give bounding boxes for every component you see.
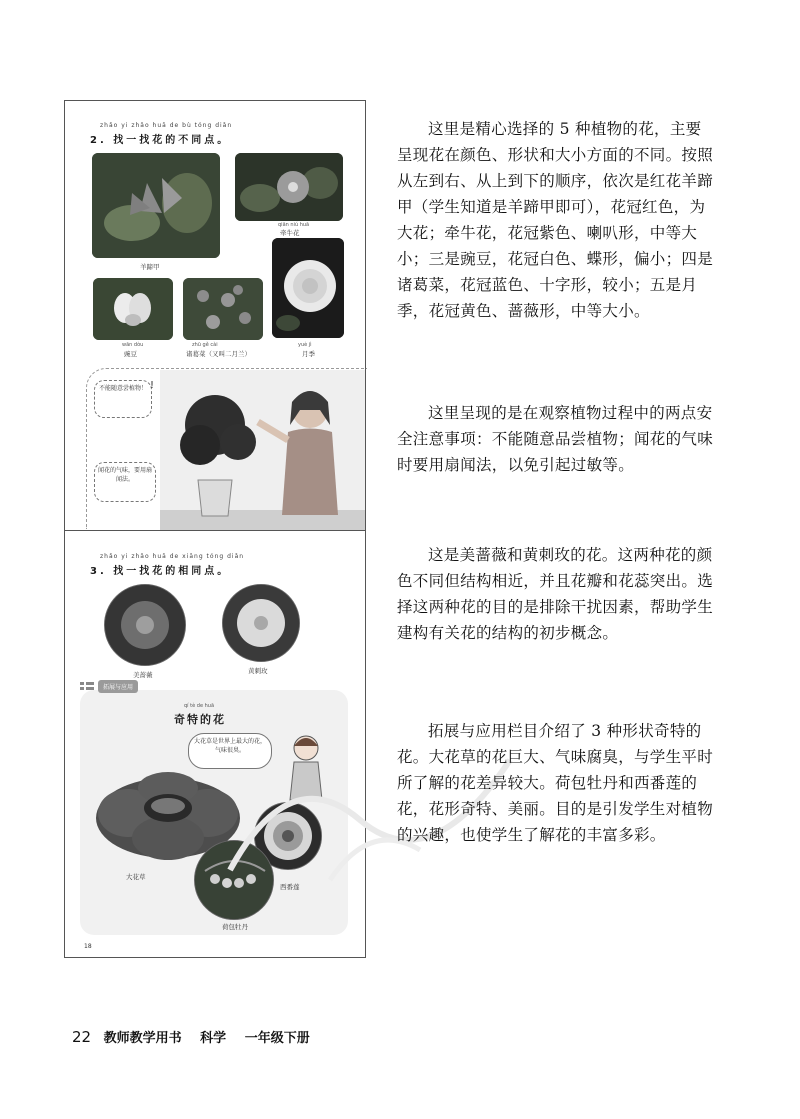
section2-title: 2. 找一找花的不同点。: [90, 135, 231, 146]
rosa-image: [105, 585, 185, 665]
flower-label-morning-glory: 牵牛花: [280, 229, 300, 237]
section2-pinyin: zhǎo yi zhǎo huā de bù tóng diǎn: [100, 122, 233, 129]
rose-image: [272, 238, 344, 338]
flower-label-pea: 豌豆: [124, 350, 137, 358]
rafflesia-label: 大花草: [126, 873, 146, 881]
morning-glory-pinyin: qiān niú huā: [278, 222, 310, 228]
explanation-paragraph-2: 这里呈现的是在观察植物过程中的两点安全注意事项：不能随意品尝植物；闻花的气味时要用扇闻法，以免引起过敏等。: [397, 404, 714, 474]
rose-photo: [272, 238, 344, 338]
girl-smelling-flower-photo: [160, 370, 365, 530]
flower-label-bauhinia: 羊蹄甲: [140, 263, 160, 271]
pea-image: [93, 278, 173, 340]
footer-grade: 一年级下册: [244, 1031, 310, 1046]
footer-subject: 科学: [200, 1031, 227, 1046]
rosa-multiflora-photo: [104, 584, 186, 666]
extension-title-pinyin: qí tè de huā: [184, 703, 215, 709]
exclamation-icon: !: [150, 380, 155, 391]
yellow-rose-photo: [222, 584, 300, 662]
orychophragmus-photo: [183, 278, 263, 340]
textbook-page-number: 18: [84, 943, 92, 950]
page-footer: [72, 1027, 324, 1046]
morning-glory-photo: [235, 153, 343, 221]
morning-glory-image: [235, 153, 343, 221]
pea-photo: [93, 278, 173, 340]
flower-label-rose: 月季: [302, 350, 315, 358]
orychophragmus-pinyin: zhū gě cài: [192, 342, 218, 348]
bauhinia-image: [92, 153, 220, 258]
extension-tag: 拓展与应用: [98, 680, 138, 693]
pea-pinyin: wān dòu: [122, 342, 144, 348]
speech-bubble-no-tasting: 不能随意尝植物！: [94, 380, 152, 418]
explanation-paragraph-3: 这是美蔷薇和黄刺玫的花。这两种花的颜色不同但结构相近，并且花瓣和花蕊突出。选择这两种花的目的是排除干扰因素，帮助学生建构有关花的结构的初步概念。: [397, 546, 714, 642]
bleeding-heart-label: 荷包牡丹: [222, 923, 248, 931]
extension-title: 奇特的花: [174, 713, 226, 726]
bauhinia-photo: [92, 153, 220, 258]
section3-title: 3. 找一找花的相同点。: [90, 566, 231, 577]
flower-label-yellow-rose: 黄刺玫: [248, 667, 268, 675]
section3-pinyin: zhǎo yi zhǎo huā de xiāng tóng diǎn: [100, 553, 245, 560]
explanation-paragraph-4: 拓展与应用栏目介绍了 3 种形状奇特的花。大花草的花巨大、气味腐臭，与学生平时所了解的花差异较大。荷包牡丹和西番莲的花，花形奇特、美丽。目的是引发学生对植物的兴趣，也使学生了解花的丰富多彩。: [397, 722, 714, 844]
flower-label-rosa: 美蔷薇: [133, 671, 153, 679]
rose-pinyin: yuè jì: [298, 342, 312, 348]
flower-label-orychophragmus: 诸葛菜（又叫二月兰）: [186, 350, 251, 358]
orychophragmus-image: [183, 278, 263, 340]
explanation-paragraph-1: 这里是精心选择的 5 种植物的花，主要呈现花在颜色、形状和大小方面的不同。按照从左到右、从上到下的顺序，依次是红花羊蹄甲（学生知道是羊蹄甲即可），花冠红色，为大花；牵牛花，花冠紫色、喇叭形，中等大小；三是豌豆，花冠白色、蝶形，偏小；四是诸葛菜，花冠蓝色、十字形，较小；五是月季，花冠黄色、蔷薇形，中等大小。: [397, 120, 714, 320]
panel-divider: [64, 530, 366, 531]
footer-book-title: 教师教学用书: [103, 1031, 182, 1046]
extension-speech-bubble: 大花草是世界上最大的花，气味很臭。: [188, 733, 272, 769]
passion-flower-label: 西番莲: [280, 883, 300, 891]
footer-page-number: 22: [72, 1028, 92, 1046]
speech-bubble-fan-smell: 闻花的气味，要用扇闻法。: [94, 462, 156, 502]
girl-plant-image: [160, 370, 365, 530]
yellow-rose-image: [223, 585, 299, 661]
